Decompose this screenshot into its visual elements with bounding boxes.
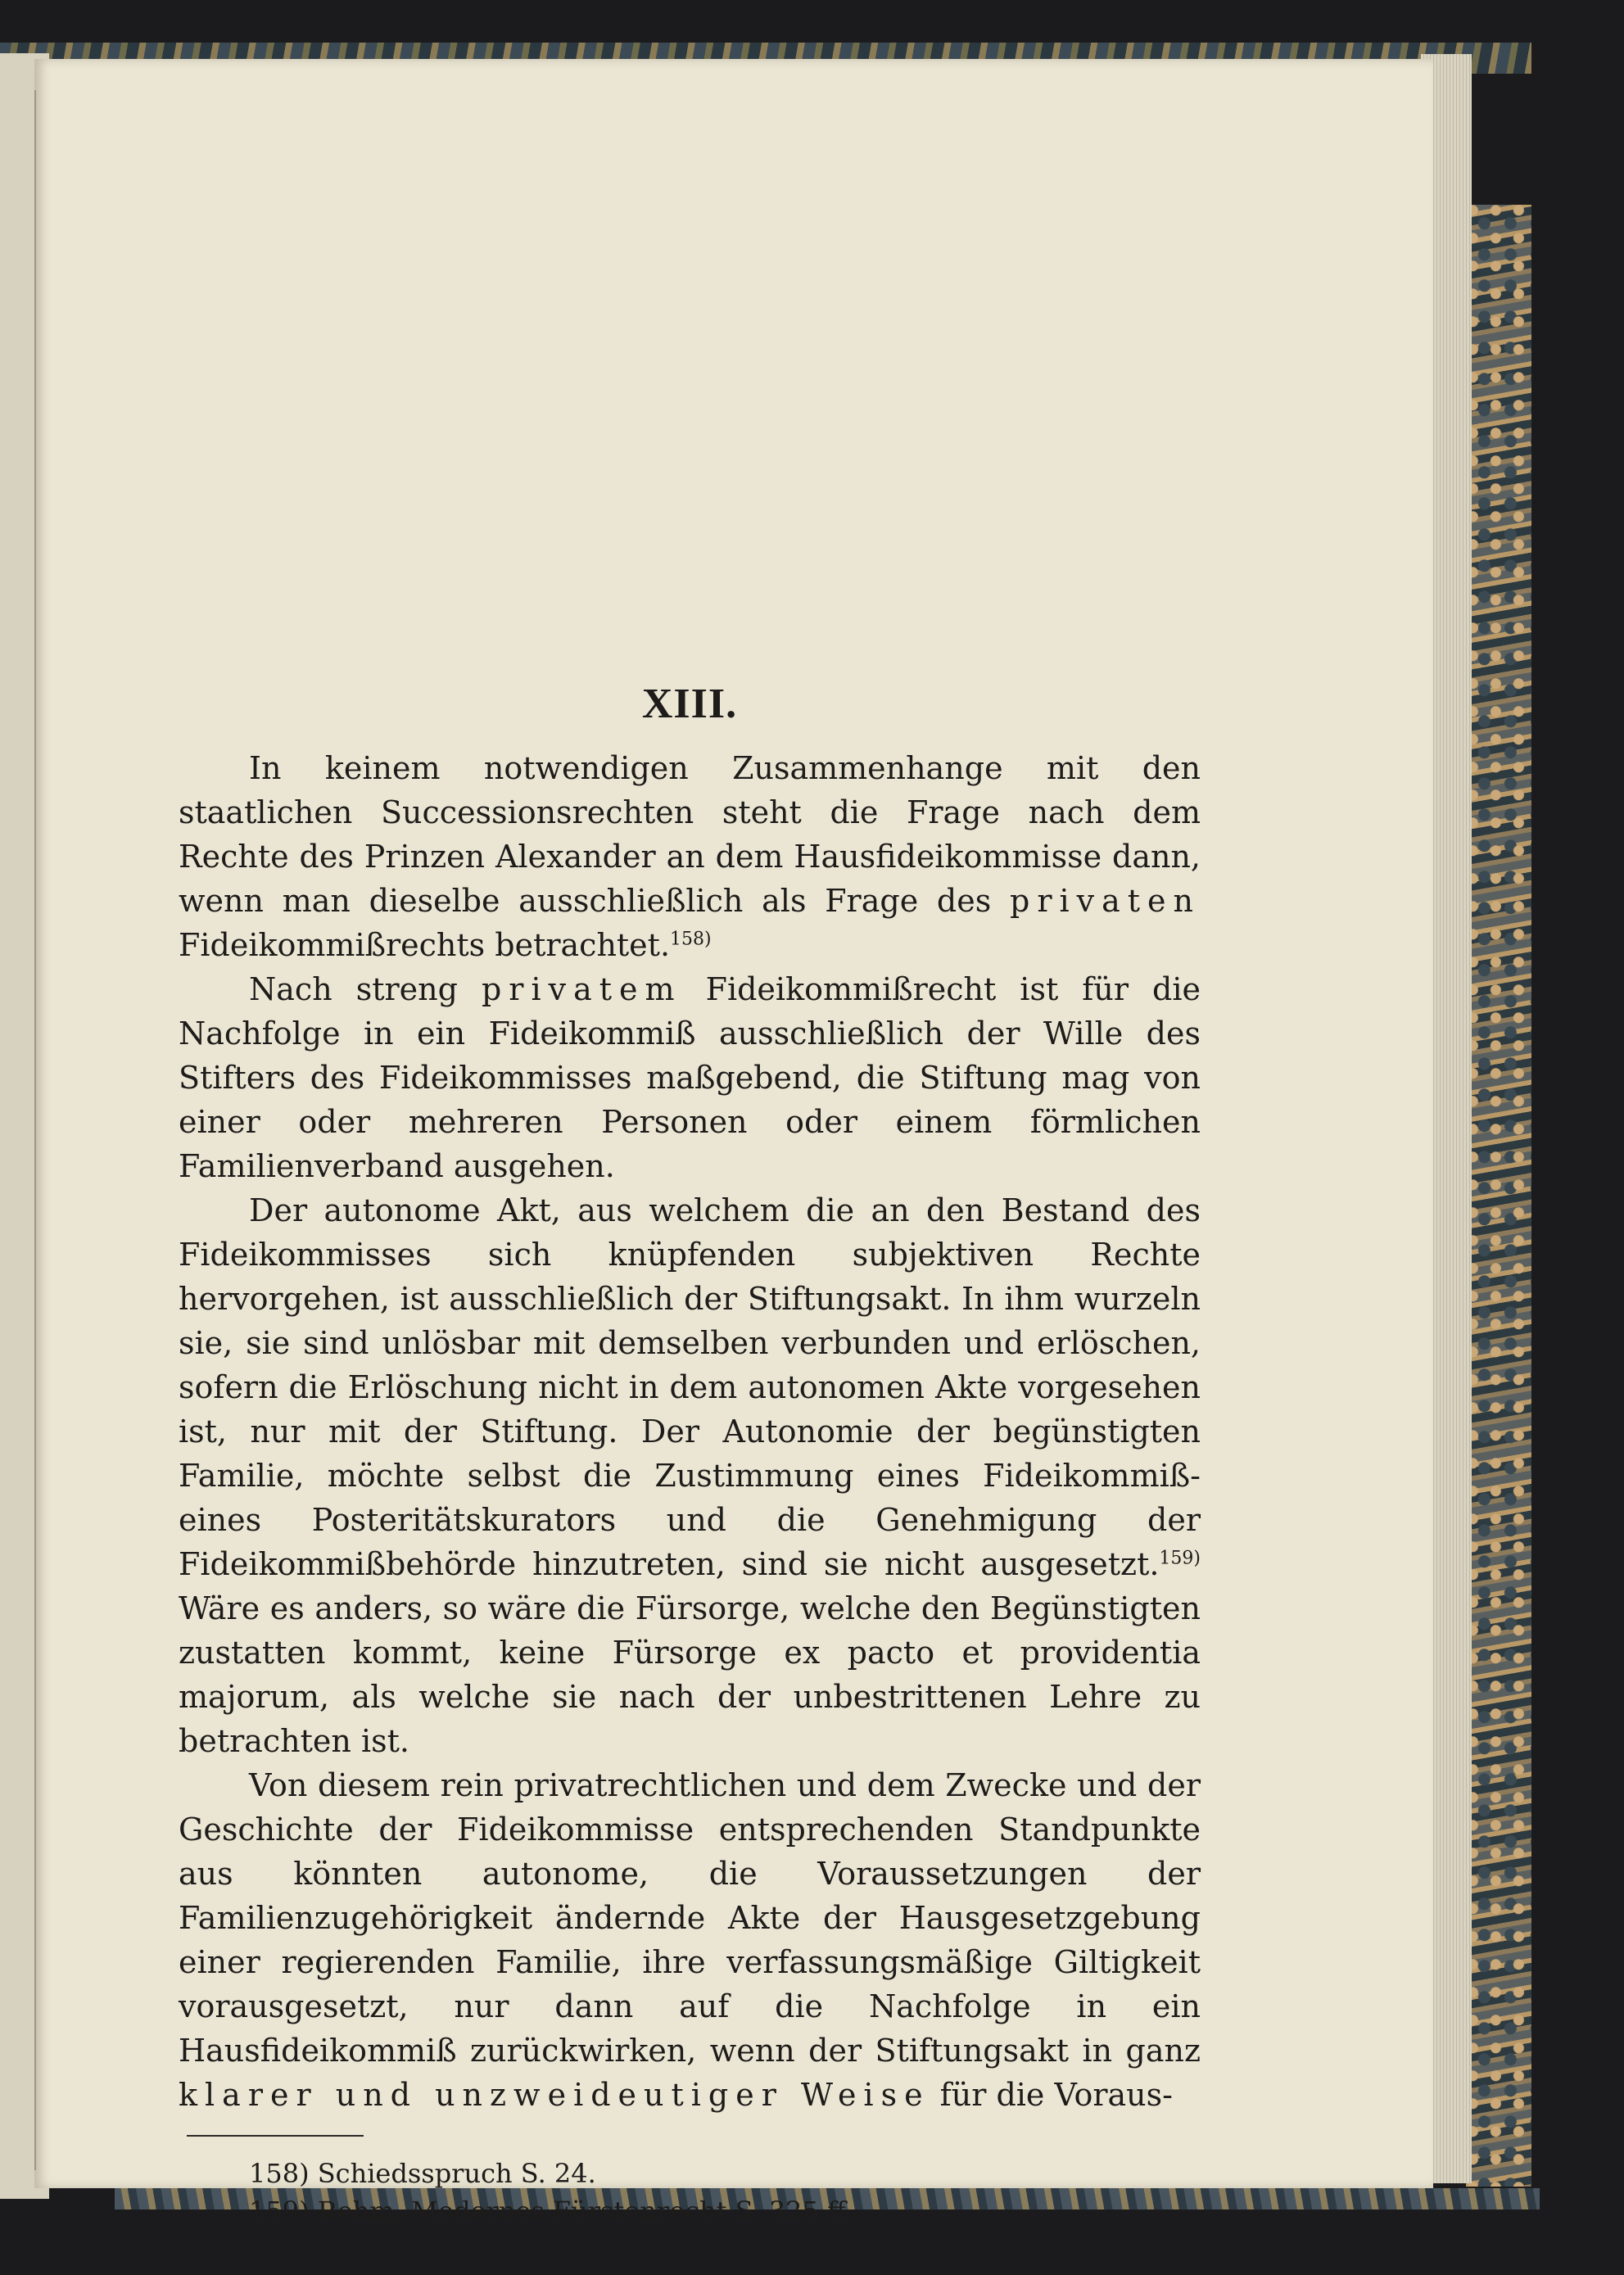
footnotes [179, 2155, 1201, 2230]
footnote-reference: 158) [670, 929, 712, 950]
paragraph [179, 1188, 1201, 1763]
text-run: Fideikommißrecht ist für die Nachfolge in ein Fideikommiß ausschließlich der Wille des Stifters des Fideikommisses maßgebend, die Stiftung mag von einer oder mehreren Personen oder einem förmlichen Familienverband ausgehen. [179, 971, 1201, 1184]
emphasized-text: privatem [481, 971, 682, 1007]
paragraph [179, 1763, 1201, 2117]
footnote-reference: 159) [1159, 1548, 1201, 1569]
emphasized-text: privaten [1010, 883, 1201, 919]
text-run: Fideikommißrechts betrachtet. [179, 927, 671, 963]
footnote: 159) Rehm, Modernes Fürstenrecht S. 325 ff. [249, 2196, 853, 2227]
chapter-heading: XIII. [641, 681, 738, 727]
text-run: In keinem notwendigen Zusammenhange mit den staatlichen Successionsrechten steht die Frage nach dem Rechte des Prinzen Alexander an dem Hausfideikommisse dann, wenn man dieselbe ausschließlich als Frage des [179, 750, 1201, 919]
page-content [179, 680, 1201, 2230]
text-run: Wäre es anders, so wäre die Fürsorge, welche den Begünstigten zustatten kommt, keine Fürsorge ex pacto et providentia majorum, als welche sie nach der unbestrittenen Lehre zu betrachten ist. [179, 1590, 1201, 1759]
gutter-binding [34, 90, 36, 2170]
text-run: für die Voraus- [930, 2077, 1173, 2113]
text-run: Der autonome Akt, aus welchem die an den Bestand des Fideikommisses sich knüpfenden subjektiven Rechte hervorgehen, ist ausschließlich der Stiftungsakt. In ihm wurzeln sie, sie sind unlösbar mit demselben verbunden und erlöschen, sofern die Erlöschung nicht in dem autonomen Akte vorgesehen ist, nur mit der Stiftung. Der Autonomie der begünstigten Familie, möchte selbst die Zustimmung eines Fideikommiß- eines Posteritätskurators und die Genehmigung der Fideikommißbehörde hinzutreten, sind sie nicht ausgesetzt. [179, 1192, 1201, 1582]
paragraph [179, 967, 1201, 1188]
footnote-separator [187, 2135, 364, 2137]
footnote: 158) Schiedsspruch S. 24. [249, 2158, 596, 2189]
body-text [179, 746, 1201, 2117]
paragraph [179, 746, 1201, 967]
text-run: Von diesem rein privatrechtlichen und dem Zwecke und der Geschichte der Fideikommisse entsprechenden Standpunkte aus könnten autonome, die Voraussetzungen der Familienzugehörigkeit ändernde Akte der Hausgesetzgebung einer regierenden Familie, ihre verfassungsmäßige Giltigkeit vorausgesetzt, nur dann auf die Nachfolge in ein Hausfideikommiß zurückwirken, wenn der Stiftungsakt in ganz [179, 1767, 1201, 2069]
emphasized-text: klarer und unzweideutiger Weise [179, 2077, 930, 2113]
text-run: Nach streng [249, 971, 482, 1007]
book-cover-right [1466, 205, 1531, 2187]
